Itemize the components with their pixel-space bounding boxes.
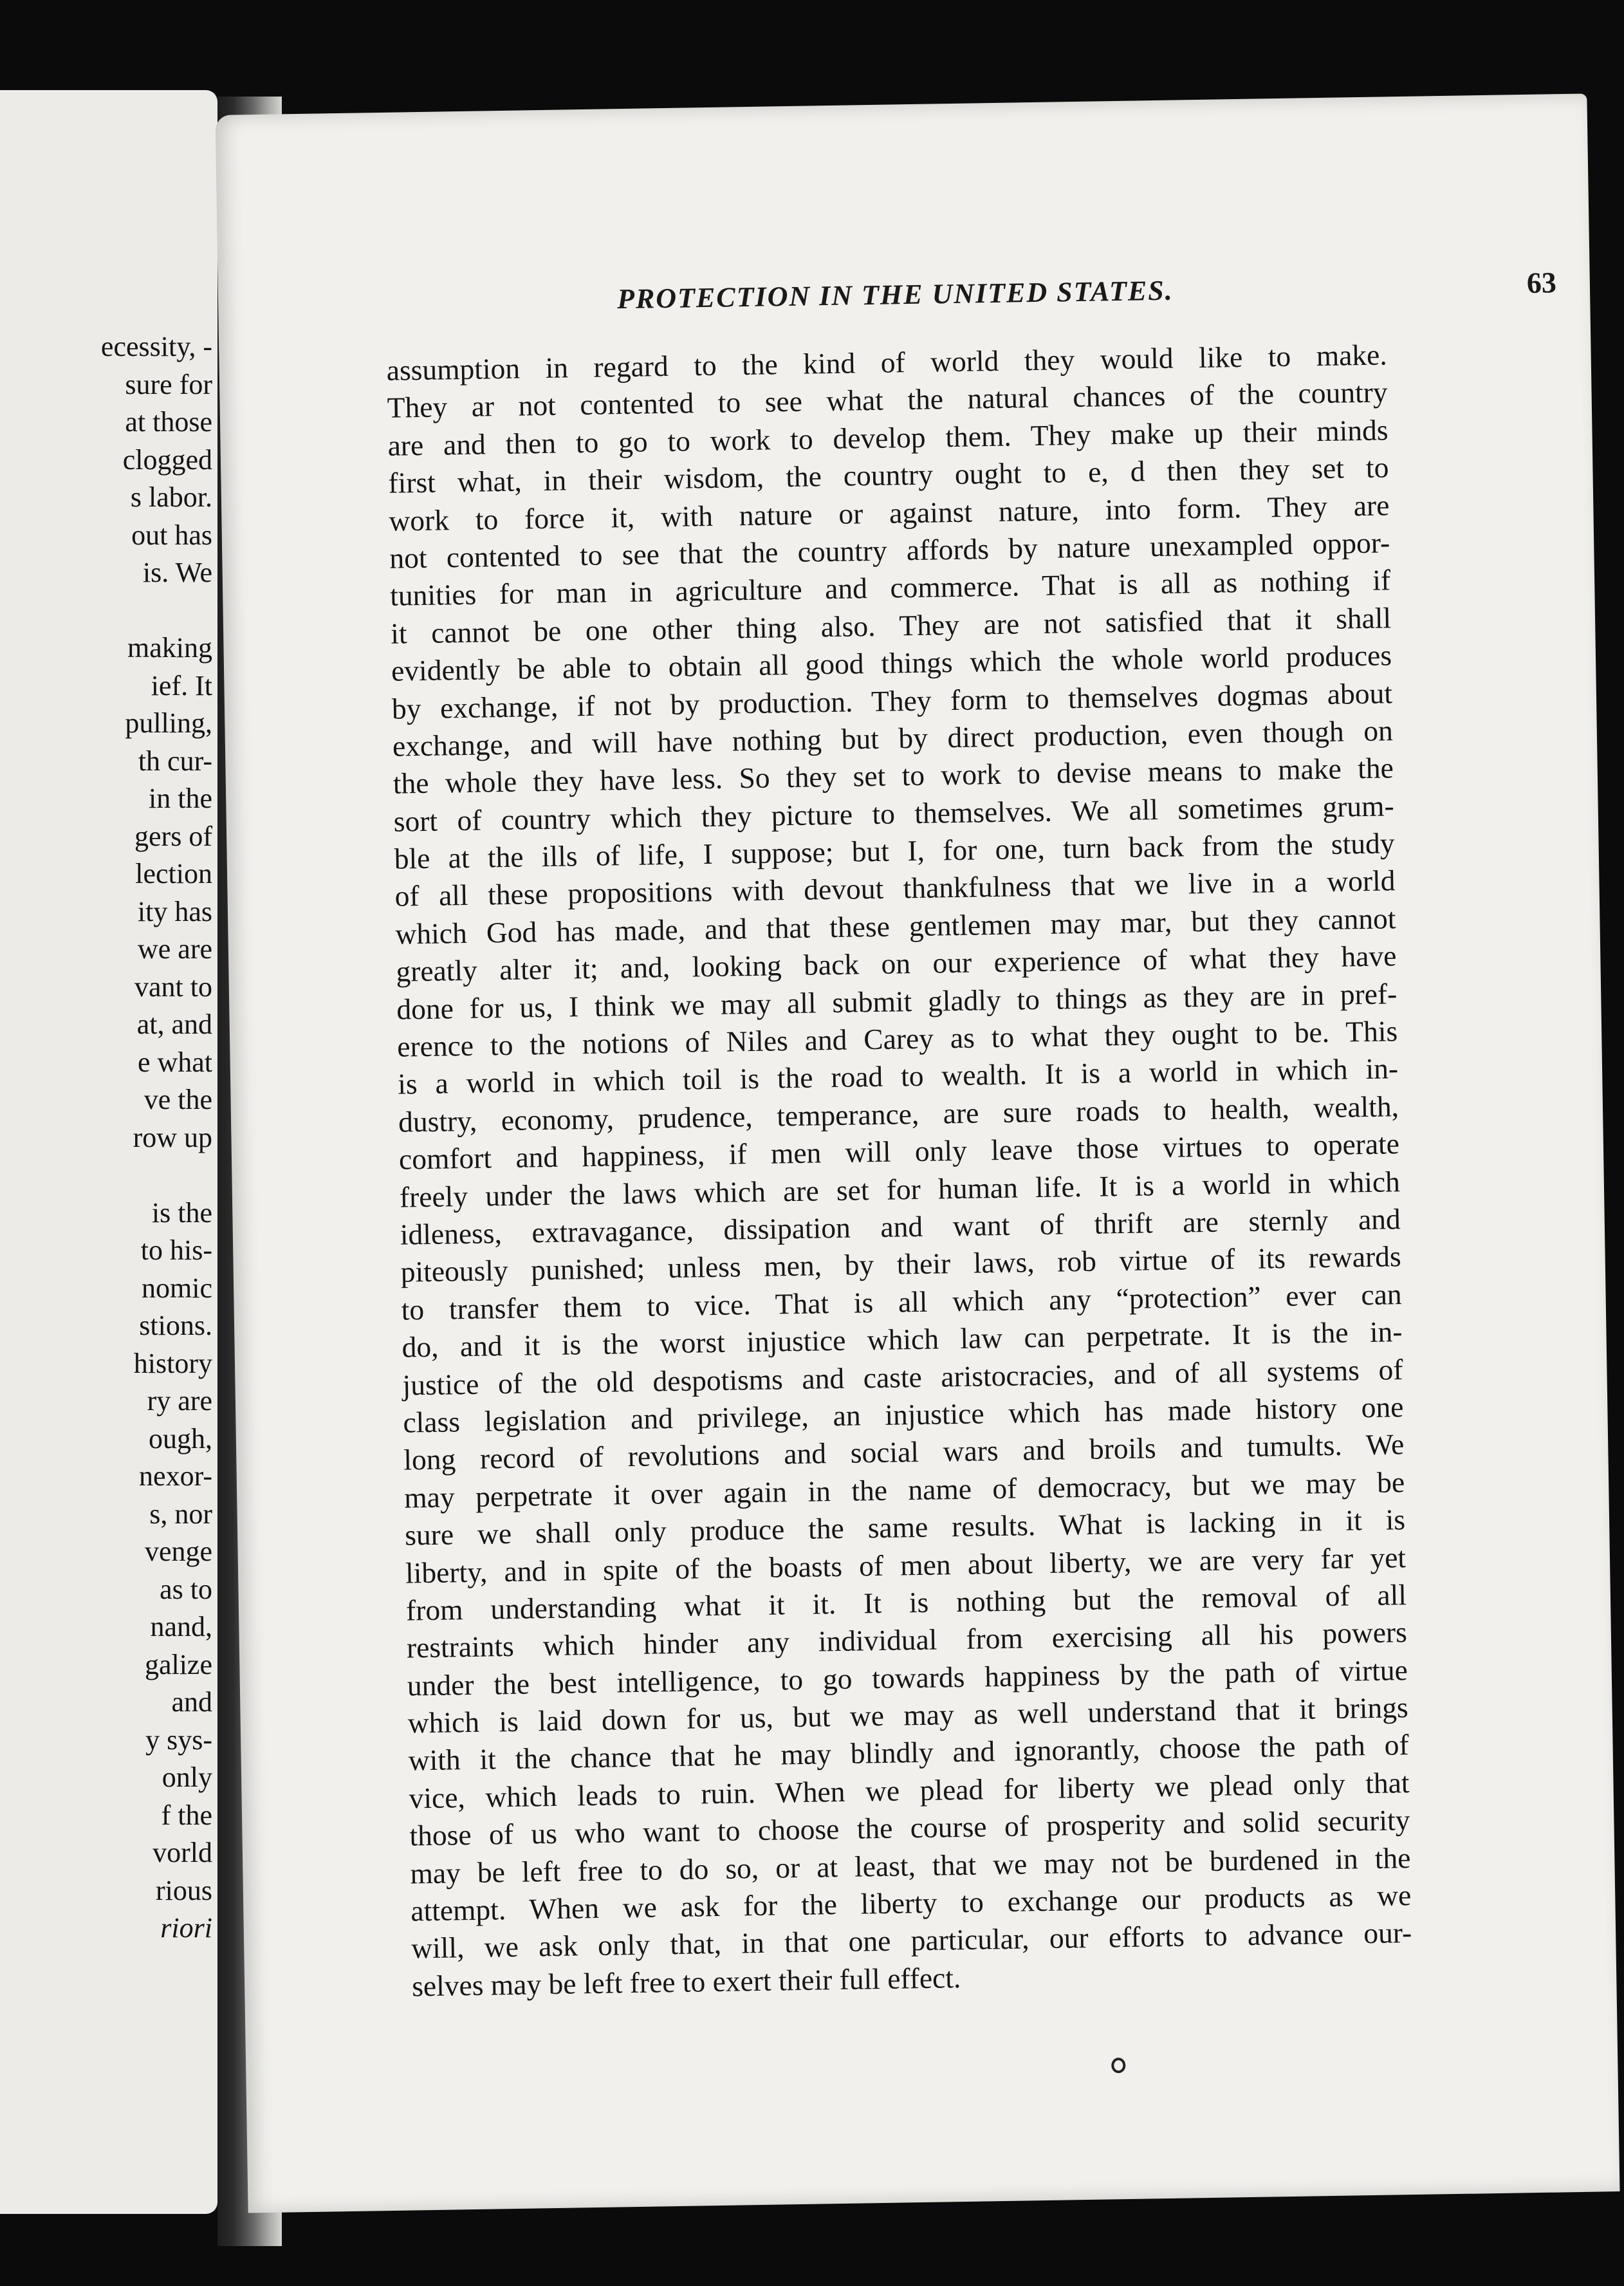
facing-page-line: ity has bbox=[137, 895, 212, 927]
facing-page-line: f the bbox=[161, 1799, 212, 1831]
facing-page-line: y sys- bbox=[145, 1724, 212, 1756]
text-line: selves may be left free to exert their full effect. bbox=[411, 1960, 961, 2003]
text-line: done for us, I think we may all submit gladly to things as they are in pref- bbox=[396, 976, 1398, 1026]
facing-page-line: gers of bbox=[134, 820, 212, 852]
facing-page-line: e what bbox=[137, 1046, 212, 1078]
facing-page-line: making bbox=[127, 632, 212, 664]
facing-page-line: stions. bbox=[139, 1310, 212, 1341]
text-line: sort of country which they picture to themselves. We all sometimes grum- bbox=[393, 788, 1395, 838]
facing-page-line: history bbox=[133, 1347, 212, 1379]
running-title: PROTECTION IN THE UNITED STATES. bbox=[616, 274, 1174, 315]
facing-page-line: out has bbox=[131, 519, 212, 551]
facing-page-line: vorld bbox=[152, 1837, 212, 1868]
facing-page-line: we are bbox=[137, 933, 212, 965]
text-line: under the best intelligence, to go towards happiness by the path of virtue bbox=[407, 1653, 1408, 1702]
text-line: comfort and happiness, if men will only leave those virtues to operate bbox=[398, 1127, 1400, 1176]
facing-page-line: lection bbox=[135, 858, 212, 889]
facing-page-line: ecessity, - bbox=[100, 331, 212, 362]
facing-page-line: s labor. bbox=[130, 481, 212, 513]
text-line: class legislation and privilege, an injustice which has made history one bbox=[403, 1390, 1404, 1439]
facing-page-line: is. We bbox=[142, 557, 212, 588]
text-line: of all these propositions with devout thankfulness that we live in a world bbox=[394, 864, 1396, 913]
facing-page-line: pulling, bbox=[125, 707, 212, 739]
facing-page-line: is the bbox=[151, 1196, 212, 1229]
text-line: first what, in their wisdom, the country ought to e, d then they set to bbox=[388, 451, 1389, 499]
facing-page-text bbox=[0, 328, 212, 1947]
facing-page-line: riori bbox=[160, 1912, 212, 1944]
text-line: long record of revolutions and social wars and broils and tumults. We bbox=[403, 1427, 1405, 1476]
facing-page-line: at, and bbox=[136, 1008, 212, 1040]
facing-page-line: in the bbox=[149, 783, 212, 814]
facing-page-line: ve the bbox=[143, 1084, 212, 1115]
text-line: dustry, economy, prudence, temperance, are sure roads to health, wealth, bbox=[398, 1090, 1399, 1138]
facing-page-line: nexor- bbox=[139, 1460, 212, 1492]
facing-page-line: ry are bbox=[147, 1385, 212, 1417]
facing-page-line: clogged bbox=[122, 443, 212, 476]
facing-page-line bbox=[0, 1157, 212, 1194]
text-line: it cannot be one other thing also. They are not satisfied that it shall bbox=[390, 601, 1392, 650]
facing-page-left bbox=[0, 90, 217, 2214]
text-line: They ar not contented to see what the natural chances of the country bbox=[387, 375, 1388, 425]
text-line: is a world in which toil is the road to wealth. It is a world in which in- bbox=[397, 1052, 1399, 1101]
book-page bbox=[216, 93, 1620, 2213]
text-line: attempt. When we ask for the liberty to exchange our products as we bbox=[410, 1879, 1412, 1928]
page-number: 63 bbox=[1526, 266, 1557, 299]
text-line: idleness, extravagance, dissipation and want of thrift are sternly and bbox=[400, 1202, 1401, 1251]
text-line: may be left free to do so, or at least, that we may not be burdened in the bbox=[410, 1841, 1411, 1890]
facing-page-line: s, nor bbox=[149, 1498, 212, 1530]
facing-page-line: only bbox=[161, 1761, 212, 1793]
text-line: which is laid down for us, but we may as well understand that it brings bbox=[407, 1691, 1409, 1740]
text-line: from understanding what it it. It is nothing but the removal of all bbox=[405, 1578, 1407, 1627]
text-line: by exchange, if not by production. They form to themselves dogmas about bbox=[391, 676, 1393, 725]
facing-page-line: th cur- bbox=[138, 745, 212, 777]
facing-page-line: as to bbox=[160, 1573, 212, 1605]
facing-page-line: and bbox=[171, 1686, 212, 1718]
text-line: not contented to see that the country affords by nature unexampled oppor- bbox=[389, 526, 1390, 575]
facing-page-line: to his- bbox=[140, 1234, 212, 1266]
facing-page-line: sure for bbox=[125, 368, 212, 400]
text-line: tunities for man in agriculture and commerce. That is all as nothing if bbox=[389, 563, 1391, 613]
facing-page-line: galize bbox=[144, 1648, 212, 1680]
facing-page-line: rious bbox=[156, 1874, 212, 1906]
text-line: those of us who want to choose the course of prosperity and solid security bbox=[409, 1803, 1410, 1852]
facing-page-line: nomic bbox=[142, 1272, 212, 1304]
text-line: liberty, and in spite of the boasts of men about liberty, we are very far yet bbox=[405, 1540, 1407, 1590]
text-line: restraints which hinder any individual from exercising all his powers bbox=[406, 1615, 1408, 1664]
facing-page-line: row up bbox=[133, 1121, 212, 1153]
text-line: freely under the laws which are set for human life. It is a world in which bbox=[399, 1164, 1401, 1214]
facing-page-line: at those bbox=[125, 406, 212, 438]
text-line: justice of the old despotisms and caste aristocracies, and of all systems of bbox=[402, 1352, 1403, 1402]
facing-page-line: ief. It bbox=[151, 669, 212, 702]
text-line: ble at the ills of life, I suppose; but I, for one, turn back from the study bbox=[394, 826, 1395, 875]
text-line: the whole they have less. So they set to work to devise means to make the bbox=[392, 751, 1394, 801]
text-line: exchange, and will have nothing but by direct production, even though on bbox=[392, 714, 1394, 763]
text-line: may perpetrate it over again in the name of democracy, but we may be bbox=[403, 1465, 1405, 1514]
facing-page-line: nand, bbox=[150, 1611, 212, 1642]
text-line: assumption in regard to the kind of world they would like to make. bbox=[386, 338, 1387, 387]
facing-page-line: vant to bbox=[134, 971, 212, 1003]
facing-page-line: ough, bbox=[149, 1422, 212, 1454]
text-line: greatly alter it; and, looking back on our experience of what they have bbox=[396, 939, 1397, 988]
body-text bbox=[386, 336, 1412, 2005]
text-line: which God has made, and that these gentlemen may mar, but they cannot bbox=[395, 902, 1396, 951]
page-mark bbox=[1111, 2058, 1125, 2073]
text-line: vice, which leads to ruin. When we plead for liberty we plead only that bbox=[409, 1765, 1410, 1815]
text-line: to transfer them to vice. That is all which any “protection” ever can bbox=[401, 1277, 1402, 1326]
text-line: sure we shall only produce the same results. What is lacking in it is bbox=[404, 1503, 1406, 1552]
running-head bbox=[617, 268, 1557, 328]
text-line: work to force it, with nature or against nature, into form. They are bbox=[389, 488, 1390, 537]
text-line: will, we ask only that, in that one particular, our efforts to advance our- bbox=[411, 1916, 1412, 1965]
text-line: piteously punished; unless men, by their laws, rob virtue of its rewards bbox=[400, 1240, 1402, 1289]
text-line: erence to the notions of Niles and Carey as to what they ought to be. This bbox=[396, 1014, 1398, 1063]
text-line: do, and it is the worst injustice which law can perpetrate. It is the in- bbox=[401, 1315, 1403, 1364]
text-line: with it the chance that he may blindly and ignorantly, choose the path of bbox=[408, 1728, 1409, 1777]
facing-page-line: venge bbox=[144, 1536, 212, 1567]
facing-page-line bbox=[0, 592, 212, 630]
text-line: are and then to go to work to develop them. They make up their minds bbox=[387, 413, 1389, 462]
text-line: evidently be able to obtain all good things which the whole world produces bbox=[391, 638, 1392, 687]
